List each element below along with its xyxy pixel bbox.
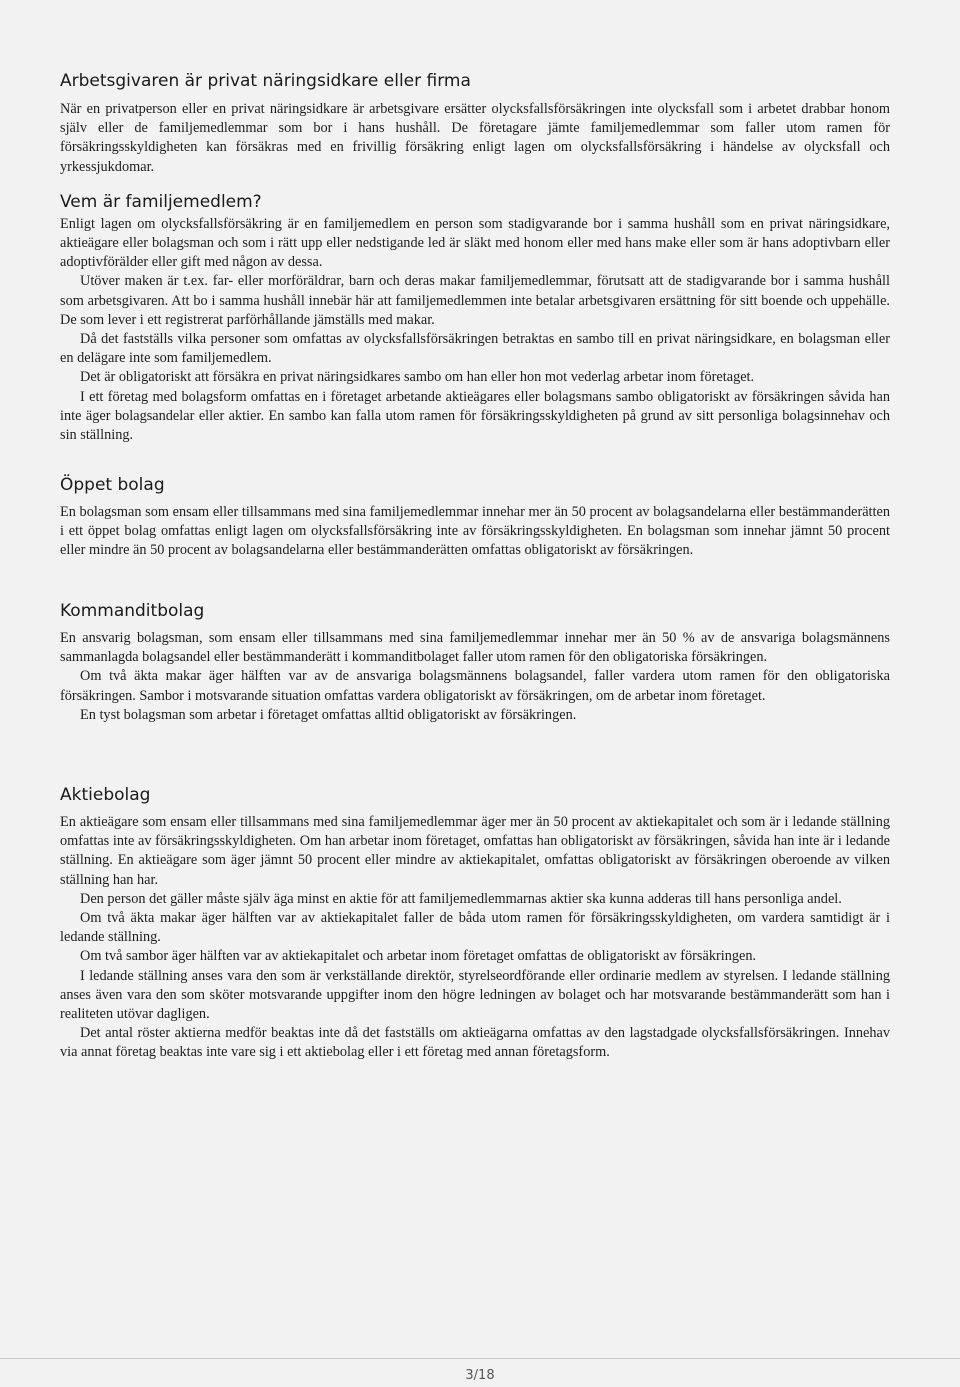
paragraph: Om två äkta makar äger hälften var av de ansvariga bolagsmännens bolagsandel, faller vardera utom ramen för den obligatoriska försäkringen. Sambor i motsvarande situation omfattas vardera obligatoriskt av försäkringen, om de arbetar inom företaget.: [60, 668, 890, 704]
section-heading: Vem är familjemedlem?: [60, 191, 262, 212]
paragraph: En ansvarig bolagsman, som ensam eller tillsammans med sina familjemedlemmar innehar mer än 50 % av de ansvariga bolagsmännens sammanlagda bolagsandel eller bestämmanderätt i kommanditbolaget faller utom ramen för den obligatoriska försäkringen.: [60, 630, 890, 666]
paragraph: En tyst bolagsman som arbetar i företaget omfattas alltid obligatoriskt av försäkringen.: [80, 706, 577, 723]
paragraph: Enligt lagen om olycksfallsförsäkring är en familjemedlem en person som stadigvarande bor i samma hushåll som en privat näringsidkare, aktieägare eller bolagsman och som i rätt upp eller nedstigande led är släkt med honom eller med hans make eller som är hans adoptivbarn eller adoptivförälder eller gift med någon av dessa.: [60, 215, 890, 271]
section-heading: Kommanditbolag: [60, 601, 205, 621]
section-heading: Öppet bolag: [60, 475, 165, 495]
paragraph: I ledande ställning anses vara den som är verkställande direktör, styrelseordförande eller ordinarie medlem av styrelsen. I ledande ställning anses även vara den som sköter motsvarande uppgifter inom den högre ledningen av bolaget och har motsvarande bestämmanderätt som han i realiteten utövar dagligen.: [60, 967, 890, 1023]
section-private-employer: [60, 70, 890, 445]
paragraph: Utöver maken är t.ex. far- eller morföräldrar, barn och deras makar familjemedlemmar, förutsatt att de stadigvarande bor i samma hushåll som arbetsgivaren. Att bo i samma hushåll innebär här att familjemedlemmen inte betalar arbetsgivaren ersättning för sitt boende och uppehälle. De som lever i ett registrerat parförhållande jämställs med makar.: [60, 273, 890, 328]
section-open-company: [60, 474, 890, 561]
paragraph: Om två äkta makar äger hälften var av aktiekapitalet faller de båda utom ramen för försäkringsskyldigheten, om vardera samtidigt är i ledande ställning.: [60, 910, 890, 946]
paragraph: Det är obligatoriskt att försäkra en privat näringsidkares sambo om han eller hon mot vederlag arbetar inom företaget.: [80, 369, 755, 386]
section-limited-company: [60, 784, 890, 1063]
paragraph: Då det fastställs vilka personer som omfattas av olycksfallsförsäkringen betraktas en sambo till en privat näringsidkare, en bolagsman eller en delägare inte som familjemedlem.: [60, 331, 890, 367]
paragraph: En bolagsman som ensam eller tillsammans med sina familjemedlemmar innehar mer än 50 procent av bolagsandelarna eller bestämmanderätten i ett öppet bolag omfattas enligt lagen om olycksfallsförsäkring inte av försäkringsskyldigheten. En bolagsman som innehar jämnt 50 procent eller mindre än 50 procent av bolagsandelarna eller bestämmanderätten omfattas obligatoriskt av försäkringen.: [60, 504, 890, 559]
section-heading: Aktiebolag: [60, 785, 151, 805]
paragraph: Det antal röster aktierna medför beaktas inte då det fastställs om aktieägarna omfattas av den lagstadgade olycksfallsförsäkringen. Innehav via annat företag beaktas inte vare sig i ett aktiebolag eller i ett företag med annan företagsform.: [60, 1025, 890, 1061]
paragraph: I ett företag med bolagsform omfattas en i företaget arbetande aktieägares eller bolagsmans sambo obligatoriskt av försäkringen såvida han inte äger bolagsandelar eller aktier. En sambo kan falla utom ramen för försäkringsskyldigheten på grund av sitt personliga bolagsinnehav och sin ställning.: [60, 388, 890, 444]
footer-divider: [0, 1358, 960, 1359]
paragraph: När en privatperson eller en privat näringsidkare är arbetsgivare ersätter olycksfallsförsäkringen inte olycksfall som i arbetet drabbar honom själv eller de familjemedlemmar som bor i hans hushåll. De företagare jämte familjemedlemmar som faller utom ramen för försäkringsskyldigheten kan försäkras med en frivillig försäkring enligt lagen om olycksfallsförsäkring i händelse av olycksfall och yrkessjukdomar.: [60, 101, 890, 175]
paragraph: Om två sambor äger hälften var av aktiekapitalet och arbetar inom företaget omfattas de obligatoriskt av försäkringen.: [80, 948, 757, 965]
section-heading: Arbetsgivaren är privat näringsidkare eller firma: [60, 71, 471, 91]
paragraph: Den person det gäller måste själv äga minst en aktie för att familjemedlemmarnas aktier ska kunna adderas till hans personliga andel.: [80, 890, 842, 907]
section-limited-partnership: [60, 600, 890, 725]
paragraph: En aktieägare som ensam eller tillsammans med sina familjemedlemmar äger mer än 50 procent av aktiekapitalet och som är i ledande ställning omfattas inte av försäkringsskyldigheten. Om han arbetar inom företaget, omfattas han obligatoriskt av försäkringen, såvida han inte är i ledande ställning. En aktieägare som äger jämnt 50 procent eller mindre av aktiekapitalet, omfattas obligatoriskt av försäkringen oberoende av vilken ställning han har.: [60, 814, 890, 888]
page-number: 3/18: [465, 1368, 495, 1383]
section-family-member: [60, 191, 890, 445]
